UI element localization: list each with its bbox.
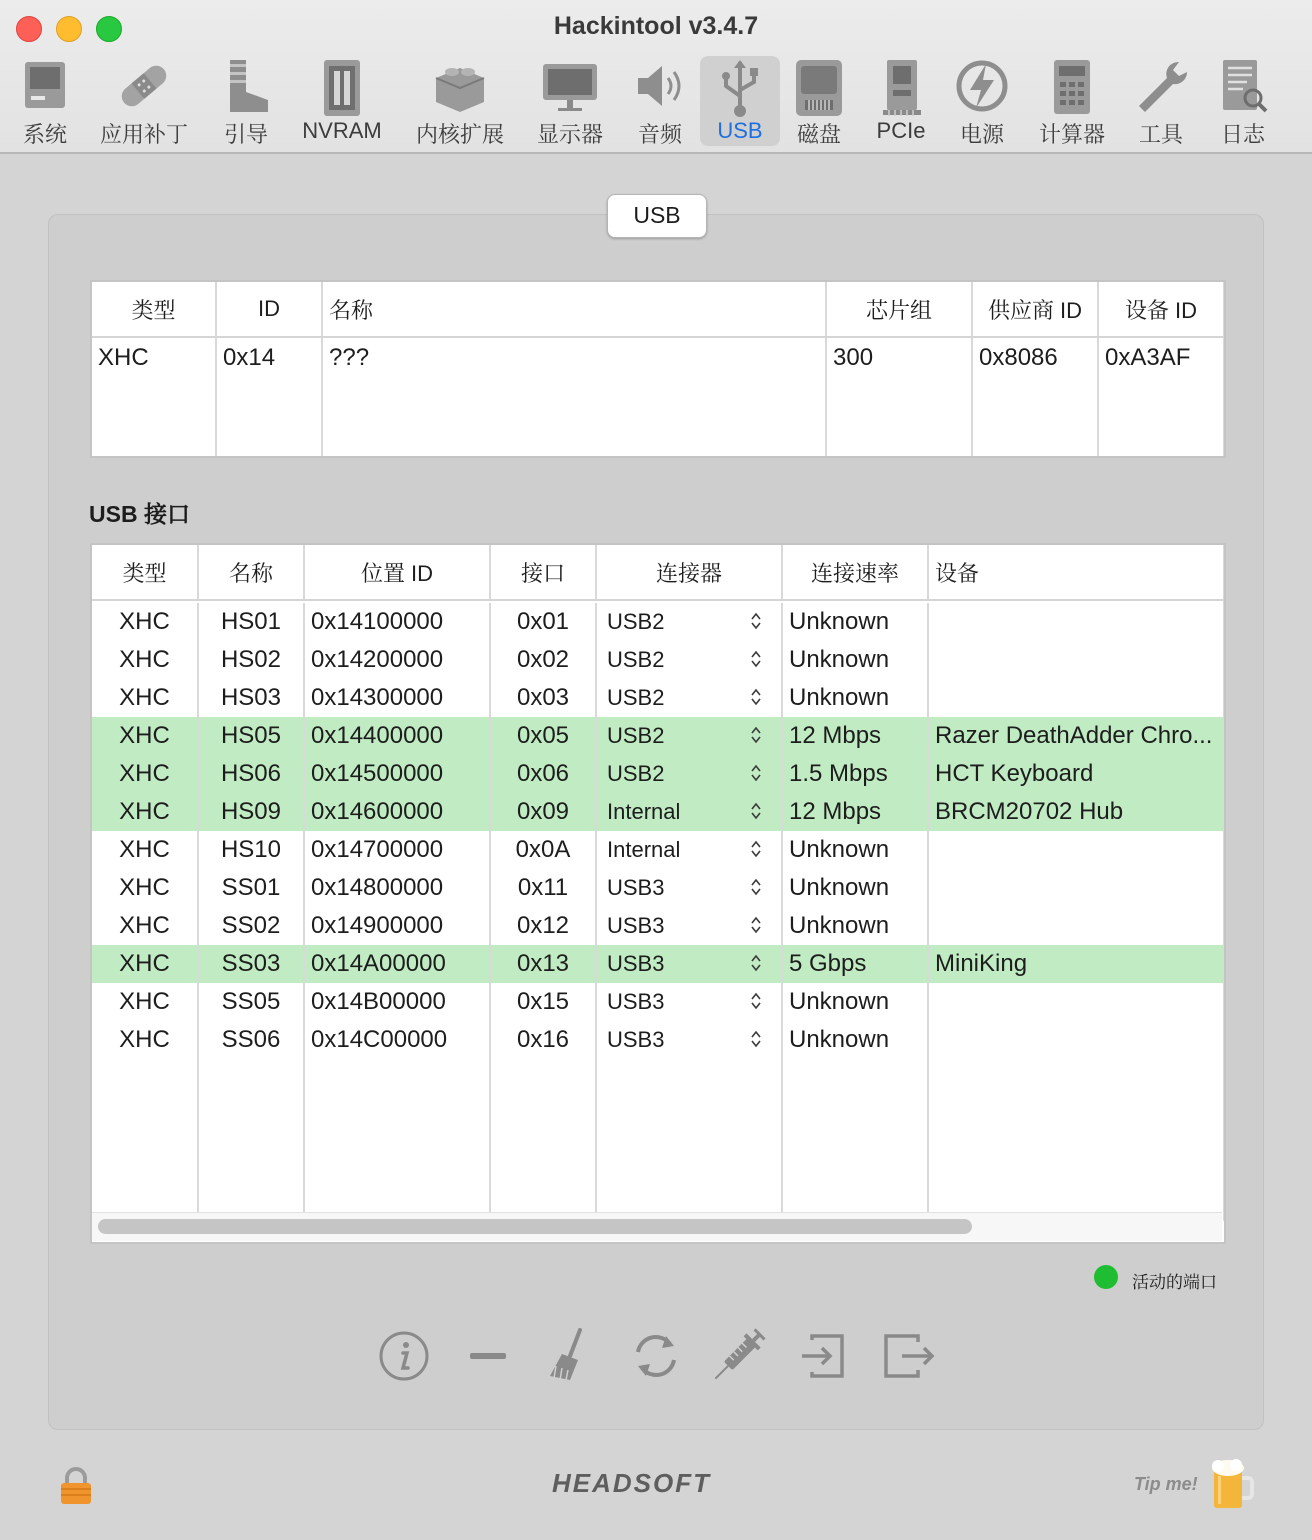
- connector-value: USB3: [607, 989, 665, 1014]
- usb-ports-section-title: USB 接口: [89, 501, 190, 527]
- table-row[interactable]: [92, 1021, 1224, 1059]
- connector-select[interactable]: [596, 907, 782, 945]
- table-cell: 0xA3AF: [1098, 337, 1224, 458]
- remove-button[interactable]: [458, 1326, 518, 1386]
- table-row[interactable]: [92, 717, 1224, 755]
- syringe-icon: [708, 1326, 768, 1386]
- type-cell: XHC: [92, 907, 198, 945]
- toolbar-item-nvram[interactable]: [296, 56, 388, 146]
- connector-select[interactable]: [596, 983, 782, 1021]
- toolbar-label: 显示器: [536, 122, 603, 147]
- updown-chevron-icon[interactable]: [751, 725, 761, 745]
- column-header[interactable]: 芯片组: [826, 282, 972, 337]
- type-cell: XHC: [92, 945, 198, 983]
- table-row[interactable]: [92, 603, 1224, 641]
- table-cell: ???: [322, 337, 826, 458]
- info-icon: [374, 1326, 434, 1386]
- lock-button[interactable]: [58, 1466, 94, 1511]
- port-cell: 0x12: [490, 907, 596, 945]
- type-cell: XHC: [92, 793, 198, 831]
- connector-select[interactable]: [596, 717, 782, 755]
- table-cell: 300: [826, 337, 972, 458]
- connector-select[interactable]: [596, 603, 782, 641]
- updown-chevron-icon[interactable]: [751, 991, 761, 1011]
- pcie-card-icon: [866, 58, 936, 120]
- title-bar: [0, 0, 1312, 154]
- toolbar-item-log[interactable]: [1208, 56, 1278, 146]
- updown-chevron-icon[interactable]: [751, 687, 761, 707]
- name-cell: SS01: [198, 869, 304, 907]
- minus-icon: [458, 1326, 518, 1386]
- usb-icon: [700, 58, 780, 120]
- speed-cell: 12 Mbps: [782, 793, 928, 831]
- location-id-cell: 0x14A00000: [304, 945, 490, 983]
- toolbar-label: 日志: [1220, 122, 1265, 147]
- updown-chevron-icon[interactable]: [751, 1029, 761, 1049]
- type-cell: XHC: [92, 869, 198, 907]
- name-cell: HS03: [198, 679, 304, 717]
- toolbar-item-kext[interactable]: [408, 56, 512, 146]
- table-row[interactable]: [92, 641, 1224, 679]
- name-cell: HS10: [198, 831, 304, 869]
- connector-value: USB3: [607, 1027, 665, 1052]
- import-icon: [794, 1326, 854, 1386]
- column-header[interactable]: 设备: [928, 545, 1224, 600]
- port-cell: 0x05: [490, 717, 596, 755]
- active-status-dot: [1094, 1265, 1118, 1289]
- device-cell: BRCM20702 Hub: [928, 793, 1224, 831]
- connector-select[interactable]: [596, 1021, 782, 1059]
- toolbar-item-pcie[interactable]: [866, 56, 936, 146]
- name-cell: HS06: [198, 755, 304, 793]
- connector-select[interactable]: [596, 831, 782, 869]
- tip-me-button[interactable]: [1208, 1456, 1254, 1517]
- column-header[interactable]: 接口: [490, 545, 596, 600]
- name-cell: HS09: [198, 793, 304, 831]
- wrench-icon: [1124, 58, 1198, 120]
- updown-chevron-icon[interactable]: [751, 763, 761, 783]
- export-button[interactable]: [878, 1326, 938, 1386]
- computer-icon: [6, 58, 84, 120]
- toolbar-label: 引导: [223, 122, 268, 147]
- table-row[interactable]: [92, 983, 1224, 1021]
- toolbar-label: 内核扩展: [415, 122, 504, 147]
- column-header[interactable]: 连接器: [596, 545, 782, 600]
- tab-usb[interactable]: USB: [607, 194, 707, 238]
- bandage-icon: [94, 58, 194, 120]
- column-header[interactable]: 位置 ID: [304, 545, 490, 600]
- boot-icon: [210, 58, 282, 120]
- updown-chevron-icon[interactable]: [751, 649, 761, 669]
- port-cell: 0x09: [490, 793, 596, 831]
- location-id-cell: 0x14600000: [304, 793, 490, 831]
- toolbar-label: 磁盘: [796, 122, 841, 147]
- toolbar-label: PCIe: [876, 118, 926, 143]
- column-header[interactable]: 供应商 ID: [972, 282, 1098, 337]
- clear-button[interactable]: [540, 1326, 600, 1386]
- column-header[interactable]: 名称: [198, 545, 304, 600]
- port-cell: 0x02: [490, 641, 596, 679]
- connector-value: USB2: [607, 609, 665, 634]
- table-empty-area: [92, 1059, 1224, 1221]
- table-row[interactable]: [92, 793, 1224, 831]
- location-id-cell: 0x14900000: [304, 907, 490, 945]
- toolbar-item-display[interactable]: [528, 56, 612, 146]
- toolbar-item-calculator[interactable]: [1032, 56, 1112, 146]
- controller-table-header: [92, 282, 1224, 337]
- updown-chevron-icon[interactable]: [751, 953, 761, 973]
- speed-cell: Unknown: [782, 907, 928, 945]
- connector-select[interactable]: [596, 793, 782, 831]
- port-cell: 0x06: [490, 755, 596, 793]
- port-cell: 0x0A: [490, 831, 596, 869]
- inject-button[interactable]: [708, 1326, 768, 1386]
- speed-cell: Unknown: [782, 869, 928, 907]
- updown-chevron-icon[interactable]: [751, 839, 761, 859]
- toolbar-item-audio[interactable]: [624, 56, 696, 146]
- table-row[interactable]: [92, 907, 1224, 945]
- location-id-cell: 0x14400000: [304, 717, 490, 755]
- import-button[interactable]: [794, 1326, 854, 1386]
- connector-value: Internal: [607, 799, 681, 824]
- toolbar-label: USB: [717, 118, 763, 143]
- speed-cell: Unknown: [782, 679, 928, 717]
- calculator-icon: [1032, 58, 1112, 120]
- table-cell: 0x14: [216, 337, 322, 458]
- type-cell: XHC: [92, 679, 198, 717]
- device-cell: [928, 679, 1224, 717]
- name-cell: HS01: [198, 603, 304, 641]
- speed-cell: Unknown: [782, 983, 928, 1021]
- port-cell: 0x13: [490, 945, 596, 983]
- table-row[interactable]: [92, 755, 1224, 793]
- speed-cell: 5 Gbps: [782, 945, 928, 983]
- device-cell: HCT Keyboard: [928, 755, 1224, 793]
- toolbar-label: 工具: [1138, 122, 1183, 147]
- device-cell: MiniKing: [928, 945, 1224, 983]
- port-cell: 0x03: [490, 679, 596, 717]
- monitor-icon: [528, 58, 612, 120]
- updown-chevron-icon[interactable]: [751, 877, 761, 897]
- column-header[interactable]: 设备 ID: [1098, 282, 1224, 337]
- speed-cell: Unknown: [782, 603, 928, 641]
- controller-table[interactable]: [90, 280, 1226, 458]
- export-icon: [878, 1326, 938, 1386]
- port-cell: 0x01: [490, 603, 596, 641]
- connector-value: Internal: [607, 837, 681, 862]
- refresh-icon: [626, 1326, 686, 1386]
- location-id-cell: 0x14100000: [304, 603, 490, 641]
- toolbar-label: 计算器: [1038, 122, 1105, 147]
- column-header[interactable]: 类型: [92, 282, 216, 337]
- connector-select[interactable]: [596, 945, 782, 983]
- table-row[interactable]: [92, 679, 1224, 717]
- type-cell: XHC: [92, 1021, 198, 1059]
- location-id-cell: 0x14800000: [304, 869, 490, 907]
- connector-select[interactable]: [596, 755, 782, 793]
- name-cell: SS05: [198, 983, 304, 1021]
- toolbar-label: 系统: [22, 122, 67, 147]
- name-cell: HS05: [198, 717, 304, 755]
- connector-value: USB2: [607, 761, 665, 786]
- name-cell: SS03: [198, 945, 304, 983]
- table-cell: 0x8086: [972, 337, 1098, 458]
- lock-icon: [58, 1466, 94, 1506]
- usb-ports-table[interactable]: [90, 543, 1226, 1244]
- updown-chevron-icon[interactable]: [751, 801, 761, 821]
- device-cell: [928, 603, 1224, 641]
- location-id-cell: 0x14C00000: [304, 1021, 490, 1059]
- toolbar-item-disk[interactable]: [786, 56, 852, 146]
- connector-value: USB3: [607, 913, 665, 938]
- connector-value: USB3: [607, 875, 665, 900]
- toolbar-label: 音频: [637, 122, 682, 147]
- scrollbar-thumb[interactable]: [98, 1219, 972, 1234]
- location-id-cell: 0x14500000: [304, 755, 490, 793]
- port-cell: 0x16: [490, 1021, 596, 1059]
- speaker-icon: [624, 58, 696, 120]
- table-cell: XHC: [92, 337, 216, 458]
- speed-cell: 12 Mbps: [782, 717, 928, 755]
- refresh-button[interactable]: [626, 1326, 686, 1386]
- location-id-cell: 0x14B00000: [304, 983, 490, 1021]
- toolbar-item-boot[interactable]: [210, 56, 282, 146]
- nvram-chip-icon: [296, 58, 388, 120]
- updown-chevron-icon[interactable]: [751, 915, 761, 935]
- port-cell: 0x15: [490, 983, 596, 1021]
- column-header[interactable]: 连接速率: [782, 545, 928, 600]
- updown-chevron-icon[interactable]: [751, 611, 761, 631]
- type-cell: XHC: [92, 717, 198, 755]
- device-cell: [928, 983, 1224, 1021]
- connector-select[interactable]: [596, 869, 782, 907]
- tip-me-link[interactable]: Tip me!: [1134, 1474, 1198, 1494]
- connector-value: USB2: [607, 685, 665, 710]
- table-row[interactable]: [92, 337, 1224, 458]
- device-cell: [928, 831, 1224, 869]
- table-row[interactable]: [92, 945, 1224, 983]
- device-cell: [928, 1021, 1224, 1059]
- name-cell: SS06: [198, 1021, 304, 1059]
- location-id-cell: 0x14200000: [304, 641, 490, 679]
- legend-label: 活动的端口: [1132, 1273, 1217, 1292]
- speed-cell: Unknown: [782, 831, 928, 869]
- column-header[interactable]: 名称: [322, 282, 826, 337]
- disk-icon: [786, 58, 852, 120]
- device-cell: Razer DeathAdder Chro...: [928, 717, 1224, 755]
- name-cell: HS02: [198, 641, 304, 679]
- broom-icon: [540, 1326, 600, 1386]
- device-cell: [928, 641, 1224, 679]
- device-cell: [928, 869, 1224, 907]
- connector-select[interactable]: [596, 641, 782, 679]
- power-bolt-icon: [948, 58, 1016, 120]
- ports-table-header: [92, 545, 1224, 600]
- ports-table-body: [92, 600, 1224, 1059]
- horizontal-scrollbar[interactable]: [92, 1212, 1222, 1241]
- table-row[interactable]: [92, 869, 1224, 907]
- type-cell: XHC: [92, 755, 198, 793]
- table-row[interactable]: [92, 831, 1224, 869]
- lego-brick-icon: [408, 58, 512, 120]
- name-cell: SS02: [198, 907, 304, 945]
- type-cell: XHC: [92, 641, 198, 679]
- info-button[interactable]: [374, 1326, 434, 1386]
- type-cell: XHC: [92, 983, 198, 1021]
- speed-cell: Unknown: [782, 1021, 928, 1059]
- location-id-cell: 0x14300000: [304, 679, 490, 717]
- headsoft-logo: HEADSOFT: [552, 1468, 711, 1498]
- toolbar-label: 电源: [959, 122, 1004, 147]
- type-cell: XHC: [92, 831, 198, 869]
- speed-cell: Unknown: [782, 641, 928, 679]
- type-cell: XHC: [92, 603, 198, 641]
- toolbar-item-usb[interactable]: [700, 56, 780, 146]
- location-id-cell: 0x14700000: [304, 831, 490, 869]
- log-search-icon: [1208, 58, 1278, 120]
- connector-select[interactable]: [596, 679, 782, 717]
- port-cell: 0x11: [490, 869, 596, 907]
- toolbar-label: 应用补丁: [99, 122, 188, 147]
- toolbar-item-system[interactable]: [6, 56, 84, 146]
- toolbar-label: NVRAM: [302, 118, 382, 143]
- window-title: Hackintool v3.4.7: [553, 12, 759, 40]
- connector-value: USB3: [607, 951, 665, 976]
- connector-value: USB2: [607, 723, 665, 748]
- speed-cell: 1.5 Mbps: [782, 755, 928, 793]
- column-header[interactable]: ID: [216, 282, 322, 337]
- device-cell: [928, 907, 1224, 945]
- toolbar-item-tools[interactable]: [1124, 56, 1198, 146]
- column-header[interactable]: 类型: [92, 545, 198, 600]
- toolbar-item-patch[interactable]: [94, 56, 194, 146]
- toolbar-item-power[interactable]: [948, 56, 1016, 146]
- connector-value: USB2: [607, 647, 665, 672]
- beer-mug-icon: [1208, 1456, 1254, 1512]
